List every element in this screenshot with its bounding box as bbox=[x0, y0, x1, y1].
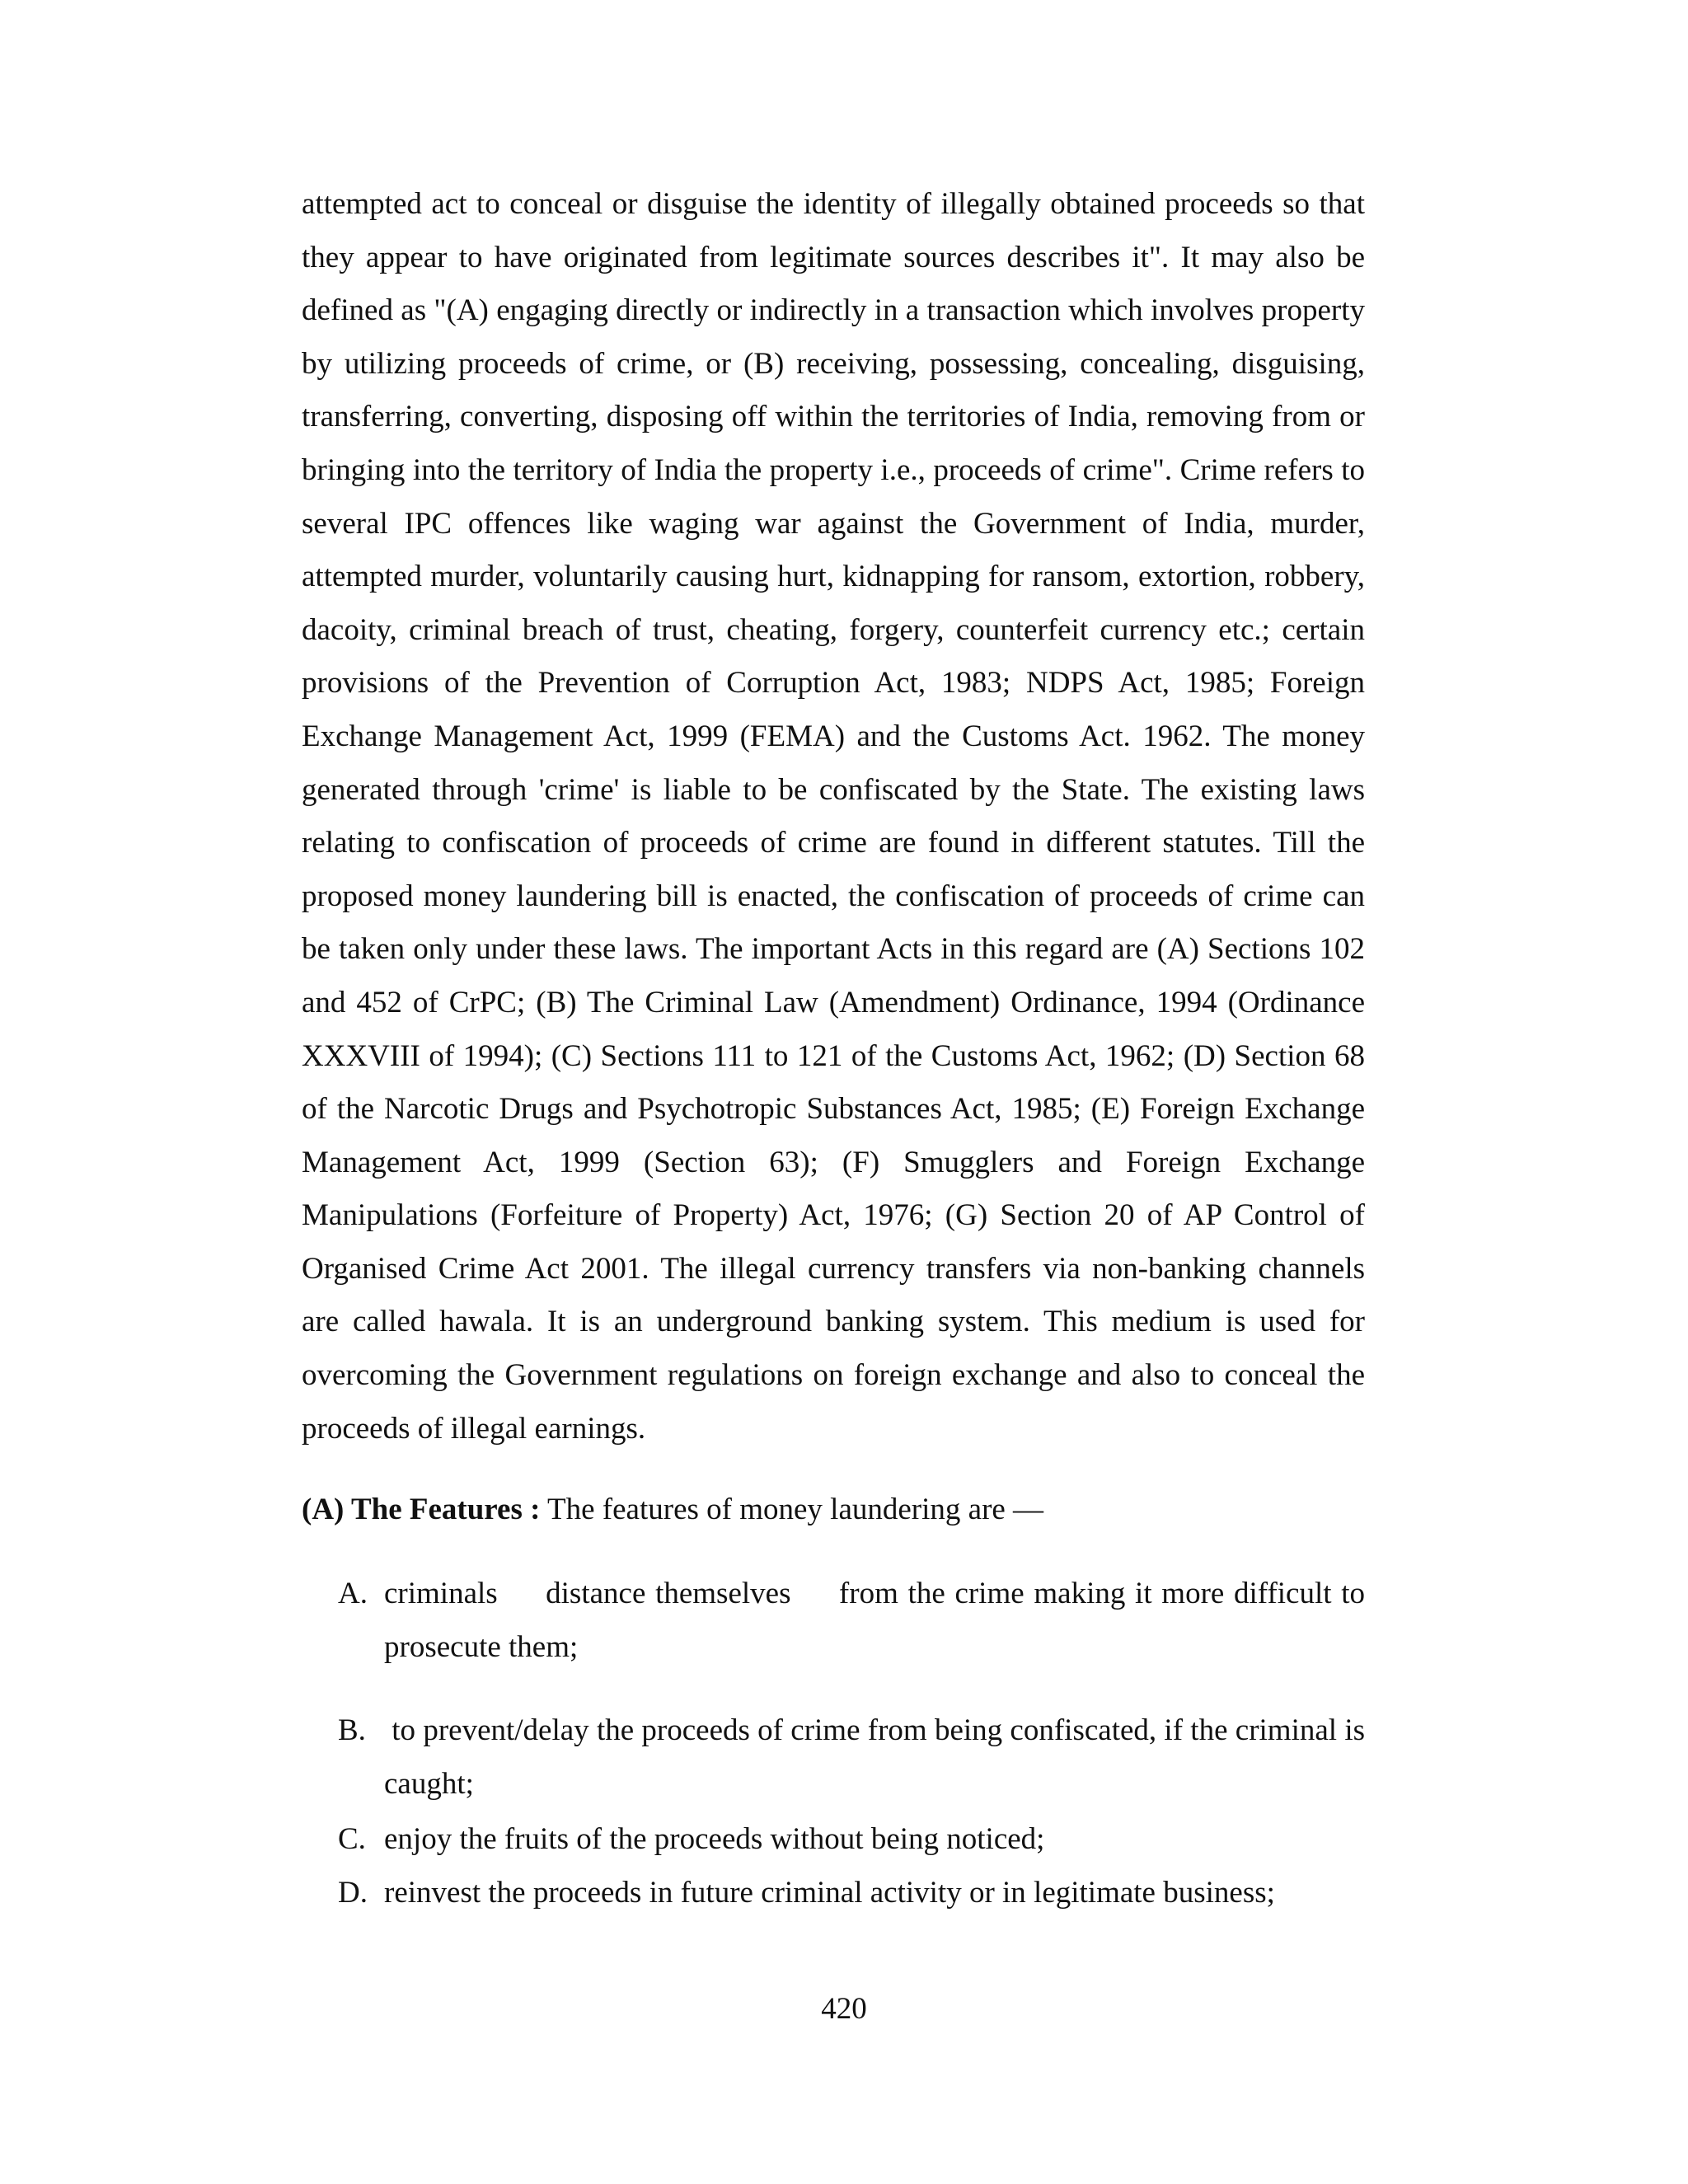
feature-item-a bbox=[338, 1568, 1373, 1674]
feature-item-b bbox=[338, 1704, 1373, 1811]
feature-text: criminals distance themselves from the crime making it more difficult to prosecute them; bbox=[384, 1577, 1373, 1664]
feature-text: enjoy the fruits of the proceeds without being noticed; bbox=[384, 1822, 1045, 1856]
feature-marker: A. bbox=[338, 1577, 368, 1610]
page-number: 420 bbox=[821, 1992, 867, 2026]
features-heading bbox=[302, 1483, 1365, 1536]
features-heading-label: (A) The Features : bbox=[302, 1493, 541, 1526]
feature-item-d bbox=[338, 1867, 1365, 1920]
features-heading-text: The features of money laundering are — bbox=[540, 1493, 1044, 1526]
feature-marker: D. bbox=[338, 1876, 368, 1910]
feature-marker: C. bbox=[338, 1822, 366, 1856]
feature-item-c bbox=[338, 1813, 1365, 1867]
feature-text: to prevent/delay the proceeds of crime from being confiscated, if the criminal is caught; bbox=[384, 1713, 1373, 1801]
body-paragraph: attempted act to conceal or disguise the identity of illegally obtained proceeds so that they appear to have originated from legitimate sources describes it". It may also be defined as "(A) engaging directly or indirectly in a transaction which involves property by utilizing proceeds of crime, or (B) receiving, possessing, concealing, disguising, transferring, converting, disposing off within the territories of India, removing from or bringing into the territory of India the property i.e., proceeds of crime". Crime refers to several IPC offences like waging war against the Government of India, murder, attempted murder, voluntarily causing hurt, kidnapping for ransom, extortion, robbery, dacoity, criminal breach of trust, cheating, forgery, counterfeit currency etc.; certain provisions of the Prevention of Corruption Act, 1983; NDPS Act, 1985; Foreign Exchange Management Act, 1999 (FEMA) and the Customs Act. 1962. The money generated through 'crime' is liable to be confiscated by the State. The existing laws relating to confiscation of proceeds of crime are found in different statutes. Till the proposed money laundering bill is enacted, the confiscation of proceeds of crime can be taken only under these laws. The important Acts in this regard are (A) Sections 102 and 452 of CrPC; (B) The Criminal Law (Amendment) Ordinance, 1994 (Ordinance XXXVIII of 1994); (C) Sections 111 to 121 of the Customs Act, 1962; (D) Section 68 of the Narcotic Drugs and Psychotropic Substances Act, 1985; (E) Foreign Exchange Management Act, 1999 (Section 63); (F) Smugglers and Foreign Exchange Manipulations (Forfeiture of Property) Act, 1976; (G) Section 20 of AP Control of Organised Crime Act 2001. The illegal currency transfers via non-banking channels are called hawala. It is an underground banking system. This medium is used for overcoming the Government regulations on foreign exchange and also to conceal the proceeds of illegal earnings. bbox=[302, 187, 1365, 1446]
feature-marker: B. bbox=[338, 1713, 366, 1747]
feature-text: reinvest the proceeds in future criminal activity or in legitimate business; bbox=[384, 1876, 1275, 1910]
